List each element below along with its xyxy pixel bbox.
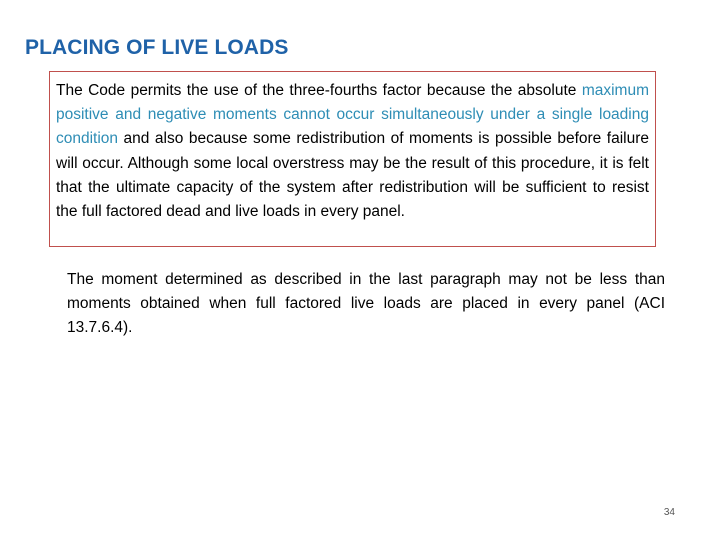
paragraph-aci-note: The moment determined as described in the last paragraph may not be less than moments obtained when full factored live loads are placed in every panel (ACI 13.7.6.4). — [67, 271, 665, 337]
box-text-highlight: maximum positive and negative moments cannot occur simultaneously under a single loading condition — [56, 82, 649, 148]
page-number: 34 — [663, 507, 675, 518]
box-text-part1: The Code permits the use of the three-fourths factor because the absolute — [56, 82, 582, 99]
slide-title: PLACING OF LIVE LOADS — [25, 36, 289, 59]
bordered-paragraph-box — [49, 71, 656, 247]
box-text-part2: and also because some redistribution of moments is possible before failure will occur. Although some local overstress may be the result of this procedure, it is felt that the ultimate capacity of the system after redistribution will be sufficient to resist the full factored dead and live loads in every panel. — [56, 130, 649, 221]
